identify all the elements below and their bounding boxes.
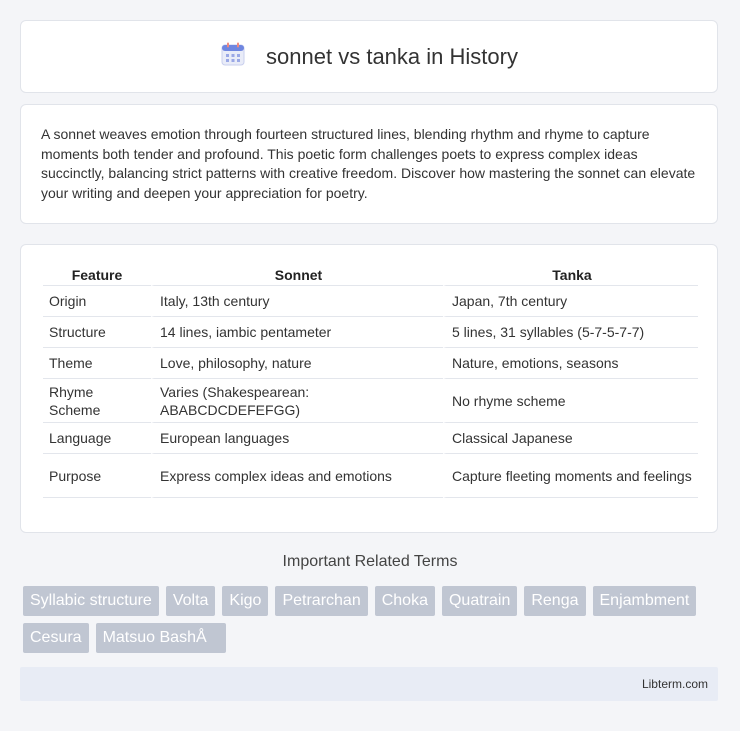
table-row: [43, 348, 698, 379]
footer-site-link[interactable]: Libterm.com: [641, 677, 708, 691]
related-terms-heading: Important Related Terms: [282, 553, 458, 570]
calendar-icon: [220, 41, 246, 72]
intro-card: [20, 104, 718, 224]
header-sonnet: Sonnet: [151, 265, 443, 286]
tag-syllabic-structure[interactable]: Syllabic structure: [23, 586, 159, 616]
header-feature: Feature: [43, 265, 151, 286]
cell-tanka: 5 lines, 31 syllables (5-7-5-7-7): [443, 317, 698, 348]
cell-feature: Rhyme Scheme: [43, 379, 151, 423]
tag-matsuo-basho[interactable]: Matsuo BashÅ: [96, 623, 227, 653]
table-row: [43, 286, 698, 317]
footer: [20, 667, 718, 701]
cell-sonnet: Express complex ideas and emotions: [151, 454, 443, 498]
comparison-table: [43, 265, 698, 498]
tag-renga[interactable]: Renga: [524, 586, 585, 616]
page-title: sonnet vs tanka in History: [266, 43, 518, 69]
tag-quatrain[interactable]: Quatrain: [442, 586, 517, 616]
intro-text: A sonnet weaves emotion through fourteen structured lines, blending rhythm and rhyme to capture moments both tender and profound. This poetic form challenges poets to express complex ideas succinctly, balancing strict patterns with creative freedom. Discover how mastering the sonnet can elevate your writing and deepen your appreciation for poetry.: [41, 126, 696, 201]
cell-tanka: Japan, 7th century: [443, 286, 698, 317]
cell-sonnet: Italy, 13th century: [151, 286, 443, 317]
tag-cesura[interactable]: Cesura: [23, 623, 89, 653]
tag-volta[interactable]: Volta: [166, 586, 216, 616]
cell-sonnet: Varies (Shakespearean: ABABCDCDEFEFGG): [151, 379, 443, 423]
tag-kigo[interactable]: Kigo: [222, 586, 268, 616]
cell-sonnet: 14 lines, iambic pentameter: [151, 317, 443, 348]
table-row: [43, 379, 698, 423]
table-row: [43, 454, 698, 498]
cell-tanka: Classical Japanese: [443, 423, 698, 454]
table-row: [43, 423, 698, 454]
comparison-card: [20, 244, 718, 533]
table-row: [43, 317, 698, 348]
header-card: [20, 20, 718, 93]
cell-feature: Language: [43, 423, 151, 454]
cell-tanka: Capture fleeting moments and feelings: [443, 454, 698, 498]
cell-tanka: Nature, emotions, seasons: [443, 348, 698, 379]
cell-tanka: No rhyme scheme: [443, 379, 698, 423]
tag-choka[interactable]: Choka: [375, 586, 435, 616]
cell-sonnet: European languages: [151, 423, 443, 454]
cell-sonnet: Love, philosophy, nature: [151, 348, 443, 379]
tag-enjambment[interactable]: Enjambment: [593, 586, 697, 616]
cell-feature: Theme: [43, 348, 151, 379]
table-header-row: [43, 265, 698, 286]
tag-petrarchan[interactable]: Petrarchan: [275, 586, 367, 616]
related-terms-list: [23, 586, 713, 653]
cell-feature: Origin: [43, 286, 151, 317]
header-tanka: Tanka: [443, 265, 698, 286]
cell-feature: Structure: [43, 317, 151, 348]
cell-feature: Purpose: [43, 454, 151, 498]
